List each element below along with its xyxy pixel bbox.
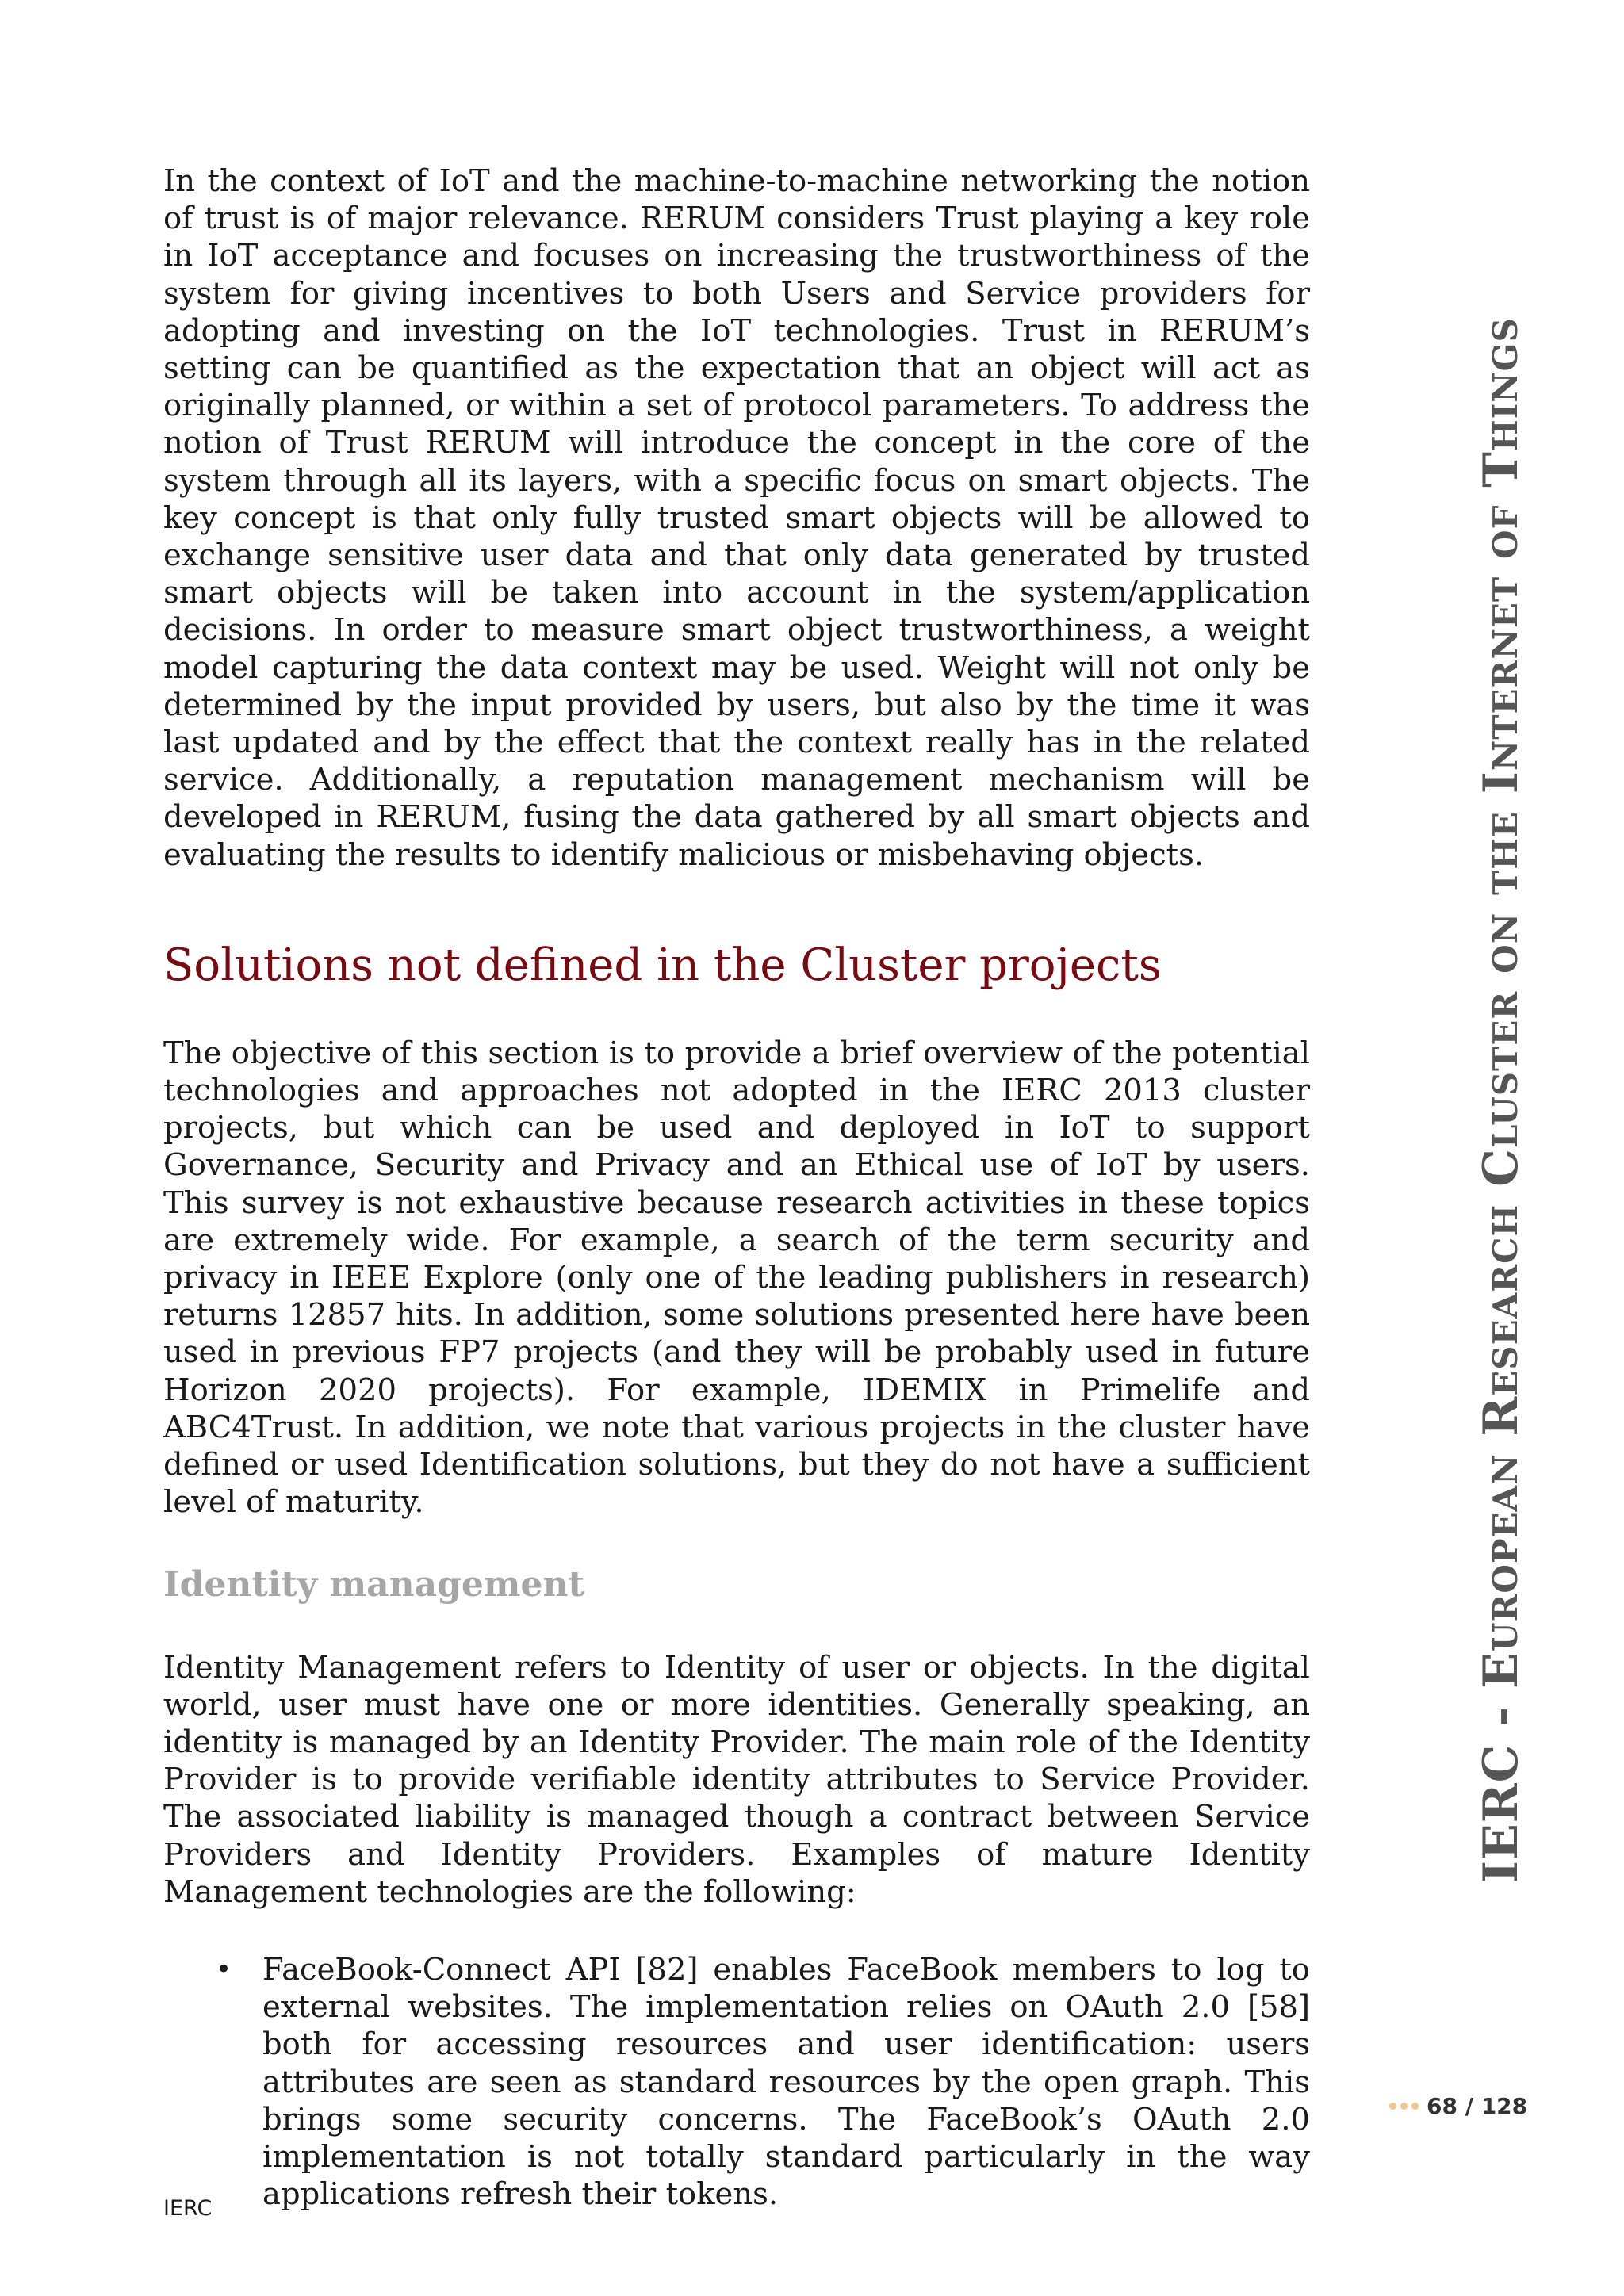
section-paragraph: The objective of this section is to provide a brief overview of the potential technologies and approaches not adopted in the IERC 2013 cluster projects, but which can be used and deployed in IoT to support Governance, Security and Privacy and an Ethical use of IoT by users. This survey is not exhaustive because research activities in these topics are extremely wide. For example, a search of the term security and privacy in IEEE Explore (only one of the leading publishers in research) returns 12857 hits. In addition, some solutions presented here have been used in previous FP7 projects (and they will be probably used in future Horizon 2020 projects). For example, IDEMIX in Primelife and ABC4Trust. In addition, we note that various projects in the cluster have defined or used Identification solutions, but they do not have a sufficient level of maturity.: [163, 1035, 1310, 1521]
intro-paragraph: In the context of IoT and the machine-to-machine networking the notion of trust is of major relevance. RERUM considers Trust playing a key role in IoT acceptance and focuses on increasing the trustworthiness of the system for giving incentives to both Users and Service providers for adopting and investing on the IoT technologies. Trust in RERUM’s setting can be quantified as the expectation that an object will act as originally planned, or within a set of protocol parameters. To address the notion of Trust RERUM will introduce the concept in the core of the system through all its layers, with a specific focus on smart objects. The key concept is that only fully trusted smart objects will be allowed to exchange sensitive user data and that only data generated by trusted smart objects will be taken into account in the system/application decisions. In order to measure smart object trustworthiness, a weight model capturing the data context may be used. Weight will not only be determined by the input provided by users, but also by the time it was last updated and by the effect that the context really has in the related service. Additionally, a reputation management mechanism will be developed in RERUM, fusing the data gathered by all smart objects and evaluating the results to identify malicious or misbehaving objects.: [163, 163, 1310, 873]
section-heading: Solutions not defined in the Cluster projects: [163, 939, 1162, 991]
subsection-heading: Identity management: [163, 1563, 584, 1605]
running-title: IERC - European Research Cluster on the Internet of Things: [1473, 317, 1529, 1883]
page-dots-icon: [1389, 2103, 1419, 2110]
subsection-paragraph: Identity Management refers to Identity of user or objects. In the digital world, user must have one or more identities. Generally speaking, an identity is managed by an Identity Provider. The main role of the Identity Provider is to provide verifiable identity attributes to Service Provider. The associated liability is managed though a contract between Service Providers and Identity Providers. Examples of mature Identity Management technologies are the following:: [163, 1649, 1310, 1910]
footer-label: IERC: [163, 2196, 213, 2221]
bullet-icon: •: [216, 1953, 232, 1985]
bullet-text: FaceBook-Connect API [82] enables FaceBook members to log to external websites. The implementation relies on OAuth 2.0 [58] both for accessing resources and user identification: users attributes are seen as standard resources by the open graph. This brings some security concerns. The FaceBook’s OAuth 2.0 implementation is not totally standard particularly in the way applications refresh their tokens.: [262, 1951, 1310, 2213]
page-content: [163, 163, 1310, 2213]
page-number-text: 68 / 128: [1427, 2093, 1528, 2119]
list-item: [163, 1951, 1310, 2213]
page-number: [1389, 2093, 1527, 2119]
bullet-list: [163, 1951, 1310, 2213]
